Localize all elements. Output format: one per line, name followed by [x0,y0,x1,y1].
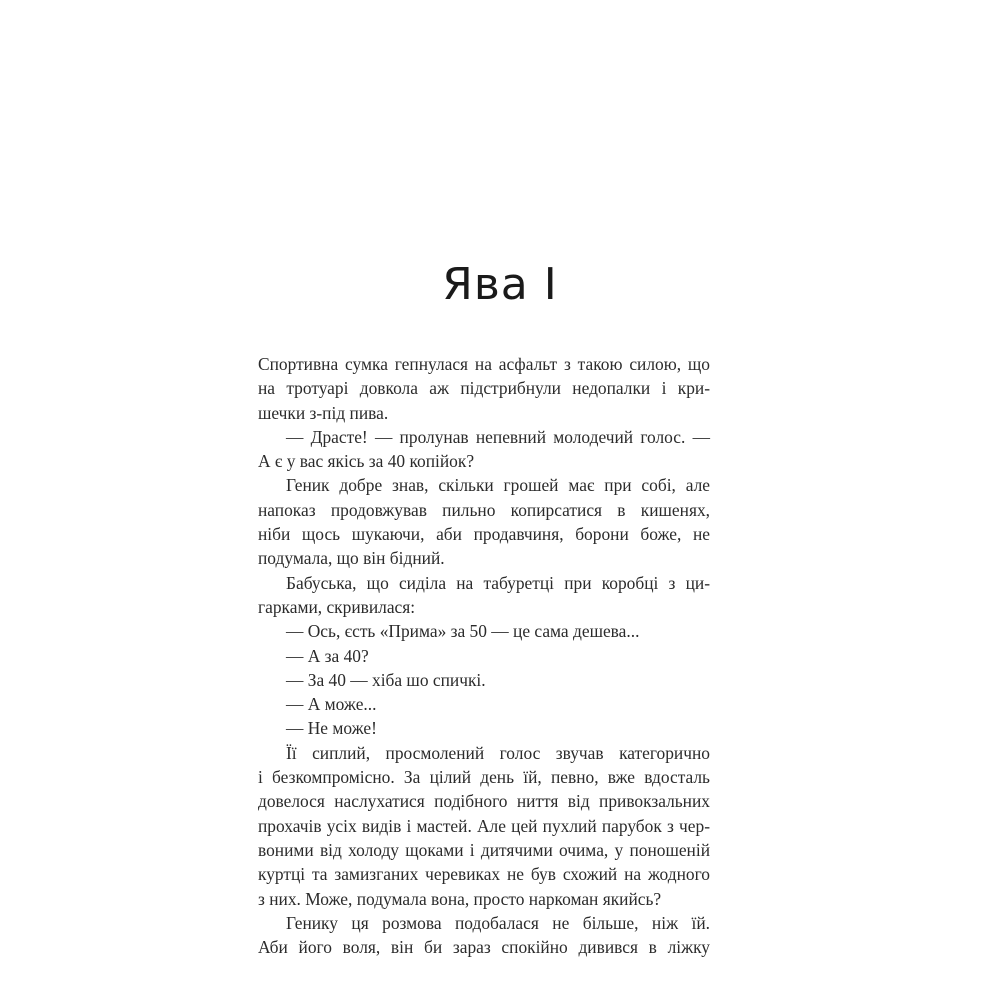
text-line: Її сиплий, просмолений голос звучав категорично [286,742,710,763]
text-line: — Драсте! — пролунав непевний молодечий голос. — [286,426,710,447]
text-line: Спортивна сумка гепнулася на асфальт з такою силою, що [258,354,710,374]
text-line: гарками, скривилася: [258,596,416,617]
text-line: Бабуська, що сиділа на табуретці при коробці з ци- [286,572,710,593]
text-line: шечки з-під пива. [258,402,389,423]
text-line: воними від холоду щоками і дитячими очима, у поношеній [258,839,710,860]
text-line: на тротуарі довкола аж підстрибнули недопалки і кри- [258,378,710,399]
text-line: А є у вас якісь за 40 копійок? [258,451,475,472]
text-line: з них. Може, подумала вона, просто наркоман якийсь? [258,888,662,909]
text-line: Аби його воля, він би зараз спокійно дивився в ліжку [258,937,710,958]
text-line: Генику ця розмова подобалася не більше, ніж їй. [286,912,710,933]
dialog-line: — Ось, єсть «Прима» за 50 — це сама дешева... [286,621,640,642]
text-line: напоказ продовжував пильно копирсатися в кишенях, [258,499,710,520]
dialog-line: — За 40 — хіба шо спичкі. [286,669,486,690]
text-line: і безкомпромісно. За цілий день їй, певно, вже вдосталь [258,767,710,788]
text-line: куртці та замизганих черевиках не був схожий на жодного [258,864,710,885]
dialog-line: — Не може! [286,718,377,739]
text-line: Геник добре знав, скільки грошей має при собі, але [286,475,710,496]
text-line: прохачів усіх видів і мастей. Але цей пухлий парубок з чер- [258,815,710,836]
dialog-line: — А за 40? [286,645,369,666]
text-line: ніби щось шукаючи, аби продавчиня, борони боже, не [258,524,710,545]
chapter-body [258,352,710,959]
text-line: подумала, що він бідний. [258,548,445,569]
chapter-title: Ява І [442,259,558,311]
text-line: довелося наслухатися подібного ниття від привокзальних [258,791,710,812]
dialog-line: — А може... [286,694,377,715]
